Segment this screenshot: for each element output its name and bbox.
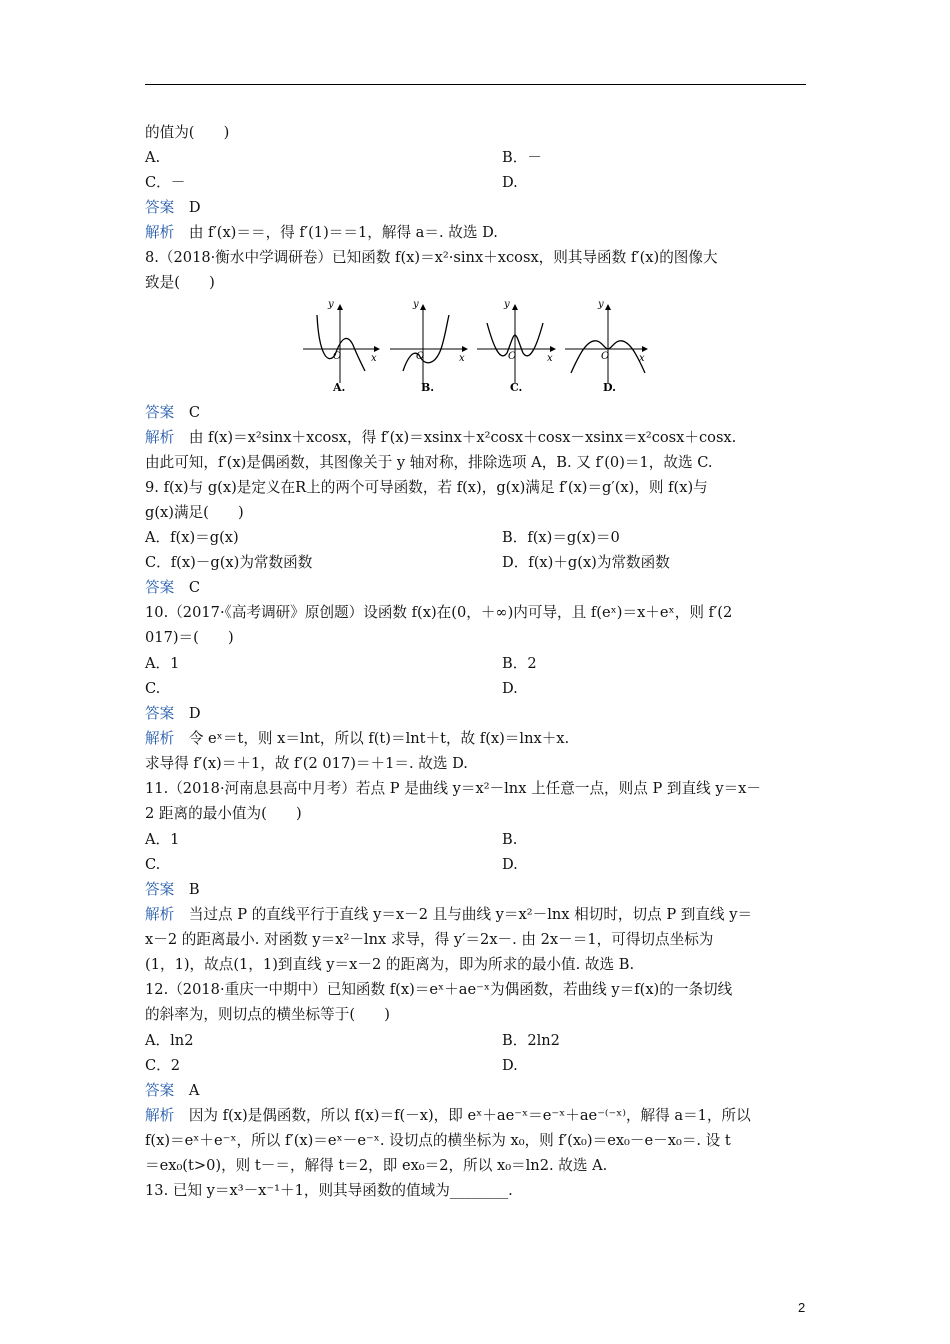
q12-option-d: D. (502, 1057, 518, 1074)
explanation-label: 解析 (145, 730, 175, 747)
graph-b-x-label: x (459, 353, 465, 364)
q11-explanation-line3: (1，1)，故点(1，1)到直线 y＝x－2 的距离为，即为所求的最小值. 故选 B. (145, 956, 635, 973)
q12-option-c: C．2 (145, 1057, 181, 1074)
q10-option-d: D. (502, 680, 518, 697)
q8-stem-line1: 8.（2018·衡水中学调研卷）已知函数 f(x)＝x²·sinx＋xcosx，则其导函数 f′(x)的图像大 (145, 249, 718, 266)
q7-option-c: C．－ (145, 174, 186, 191)
q7-option-a: A. (145, 149, 161, 166)
q11-option-b: B. (502, 831, 518, 848)
graph-b-label: B. (421, 381, 435, 394)
q11-option-c: C. (145, 856, 161, 873)
q7-answer (145, 198, 201, 218)
graph-a-label: A. (333, 381, 346, 394)
explanation-label: 解析 (145, 224, 175, 241)
graph-d-y-label: y (598, 299, 604, 310)
q11-option-d: D. (502, 856, 518, 873)
answer-label: 答案 (145, 199, 175, 216)
q11-explanation-line2: x－2 的距离最小. 对函数 y＝x²－lnx 求导，得 y′＝2x－. 由 2x－＝1，可得切点坐标为 (145, 931, 714, 948)
q10-stem-line2: 017)＝( ) (145, 629, 234, 646)
q9-answer (145, 578, 200, 598)
q7-explanation (145, 223, 498, 243)
q9-option-d: D．f(x)＋g(x)为常数函数 (502, 554, 670, 571)
explanation-text: 令 eˣ＝t，则 x＝lnt，所以 f(t)＝lnt＋t，故 f(x)＝lnx＋x. (188, 730, 570, 747)
graph-b-origin-label: O (416, 351, 425, 362)
answer-value: A (188, 1082, 200, 1099)
q7-stem: 的值为( ) (145, 124, 230, 141)
q7-option-d: D. (502, 174, 518, 191)
q11-option-a: A．1 (145, 831, 180, 848)
q12-explanation-line3: ＝ex₀(t>0)，则 t－＝，解得 t＝2，即 ex₀＝2，所以 x₀＝ln2. 故选 A. (145, 1157, 608, 1174)
answer-label: 答案 (145, 881, 175, 898)
q11-stem-line1: 11.（2018·河南息县高中月考）若点 P 是曲线 y＝x²－lnx 上任意一点，则点 P 到直线 y＝x－ (145, 780, 762, 797)
graph-d-label: D. (603, 381, 616, 394)
q11-answer (145, 880, 200, 900)
q8-explanation-line1 (145, 428, 736, 448)
q12-explanation-line2: f(x)＝eˣ＋e⁻ˣ，所以 f′(x)＝eˣ－e⁻ˣ. 设切点的横坐标为 x₀，则 f′(x₀)＝ex₀－e－x₀＝. 设 t (145, 1132, 731, 1149)
explanation-label: 解析 (145, 1107, 175, 1124)
q9-stem-line1: 9. f(x)与 g(x)是定义在R上的两个可导函数，若 f(x)，g(x)满足 f′(x)＝g′(x)，则 f(x)与 (145, 479, 708, 496)
graph-c-origin-label: O (508, 351, 517, 362)
q10-option-c: C. (145, 680, 161, 697)
q8-explanation-line2: 由此可知，f′(x)是偶函数，其图像关于 y 轴对称，排除选项 A，B. 又 f′(0)＝1，故选 C. (145, 454, 713, 471)
q12-option-b: B．2ln2 (502, 1032, 560, 1049)
header-rule (145, 84, 806, 85)
answer-label: 答案 (145, 705, 175, 722)
q9-option-a: A．f(x)＝g(x) (145, 529, 239, 546)
explanation-text: 由 f′(x)＝＝，得 f′(1)＝＝1，解得 a＝. 故选 D. (188, 224, 498, 241)
q12-stem-line1: 12.（2018·重庆一中期中）已知函数 f(x)＝eˣ＋ae⁻ˣ为偶函数，若曲线 y＝f(x)的一条切线 (145, 981, 733, 998)
q8-answer (145, 403, 200, 423)
answer-value: C (188, 404, 200, 421)
q10-explanation-line2: 求导得 f′(x)＝＋1，故 f′(2 017)＝＋1＝. 故选 D. (145, 755, 468, 772)
q10-option-a: A．1 (145, 655, 180, 672)
q8-stem-line2: 致是( ) (145, 274, 215, 291)
q12-option-a: A．ln2 (145, 1032, 194, 1049)
answer-value: D (188, 705, 201, 722)
q10-option-b: B．2 (502, 655, 537, 672)
explanation-text: 当过点 P 的直线平行于直线 y＝x－2 且与曲线 y＝x²－lnx 相切时，切点 P 到直线 y＝ (188, 906, 753, 923)
graph-a-x-label: x (371, 353, 377, 364)
q9-option-c: C．f(x)－g(x)为常数函数 (145, 554, 313, 571)
q12-answer (145, 1081, 199, 1101)
explanation-label: 解析 (145, 429, 175, 446)
explanation-text: 因为 f(x)是偶函数，所以 f(x)＝f(－x)，即 eˣ＋ae⁻ˣ＝e⁻ˣ＋ae⁻⁽⁻ˣ⁾，解得 a＝1，所以 (188, 1107, 751, 1124)
graph-d-x-label: x (639, 353, 645, 364)
answer-value: D (188, 199, 201, 216)
page-number: 2 (798, 1300, 806, 1315)
answer-value: C (188, 579, 200, 596)
answer-value: B (188, 881, 200, 898)
graph-c-label: C. (510, 381, 523, 394)
q10-explanation-line1 (145, 729, 569, 749)
q10-answer (145, 704, 201, 724)
answer-label: 答案 (145, 579, 175, 596)
graph-a-origin-label: O (333, 351, 342, 362)
graph-c-y-label: y (504, 299, 510, 310)
q11-stem-line2: 2 距离的最小值为( ) (145, 805, 302, 822)
q9-option-b: B．f(x)＝g(x)＝0 (502, 529, 620, 546)
q12-explanation-line1 (145, 1106, 751, 1126)
graph-b-y-label: y (413, 299, 419, 310)
q10-stem-line1: 10.（2017·《高考调研》原创题）设函数 f(x)在(0，＋∞)内可导，且 f(eˣ)＝x＋eˣ，则 f′(2 (145, 604, 733, 621)
explanation-label: 解析 (145, 906, 175, 923)
q11-explanation-line1 (145, 905, 752, 925)
q7-option-b: B．－ (502, 149, 542, 166)
q13-stem: 13. 已知 y＝x³－x⁻¹＋1，则其导函数的值域为________. (145, 1182, 513, 1199)
answer-label: 答案 (145, 1082, 175, 1099)
q12-stem-line2: 的斜率为，则切点的横坐标等于( ) (145, 1006, 390, 1023)
graph-c-x-label: x (547, 353, 553, 364)
answer-label: 答案 (145, 404, 175, 421)
explanation-text: 由 f(x)＝x²sinx＋xcosx，得 f′(x)＝xsinx＋x²cosx＋cosx－xsinx＝x²cosx＋cosx. (188, 429, 737, 446)
graph-a-y-label: y (328, 299, 334, 310)
graph-d-origin-label: O (601, 351, 610, 362)
q9-stem-line2: g(x)满足( ) (145, 504, 244, 521)
q8-graph-options-figure (295, 293, 657, 395)
